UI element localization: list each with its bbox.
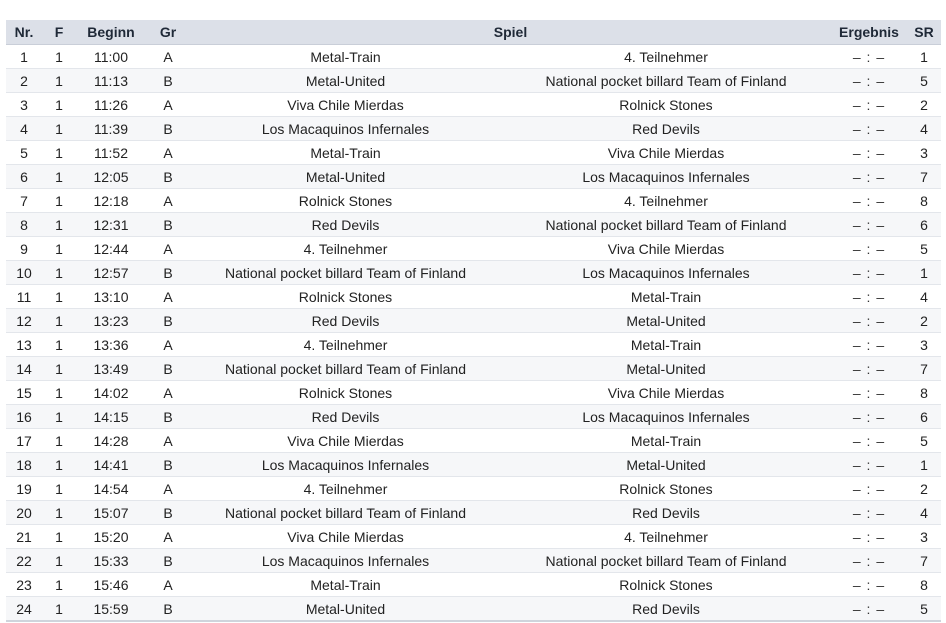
- cell-away-team: Rolnick Stones: [501, 573, 831, 597]
- cell-f: 1: [42, 261, 76, 285]
- cell-f: 1: [42, 93, 76, 117]
- cell-nr: 20: [6, 501, 42, 525]
- cell-nr: 17: [6, 429, 42, 453]
- cell-gr: B: [146, 453, 190, 477]
- cell-beginn: 14:15: [76, 405, 146, 429]
- cell-gr: B: [146, 501, 190, 525]
- cell-nr: 6: [6, 165, 42, 189]
- cell-gr: B: [146, 597, 190, 622]
- cell-nr: 23: [6, 573, 42, 597]
- cell-sr: 4: [907, 285, 941, 309]
- cell-ergebnis: – : –: [831, 453, 907, 477]
- cell-home-team: Red Devils: [190, 309, 501, 333]
- table-row: [6, 573, 941, 597]
- cell-home-team: 4. Teilnehmer: [190, 333, 501, 357]
- table-row: [6, 357, 941, 381]
- cell-away-team: Metal-Train: [501, 333, 831, 357]
- cell-f: 1: [42, 285, 76, 309]
- cell-home-team: Los Macaquinos Infernales: [190, 117, 501, 141]
- cell-home-team: Metal-Train: [190, 141, 501, 165]
- cell-ergebnis: – : –: [831, 549, 907, 573]
- header-spiel: Spiel: [190, 20, 831, 45]
- table-row: [6, 549, 941, 573]
- table-row: [6, 45, 941, 69]
- cell-sr: 3: [907, 525, 941, 549]
- cell-nr: 3: [6, 93, 42, 117]
- table-row: [6, 333, 941, 357]
- cell-nr: 8: [6, 213, 42, 237]
- cell-nr: 16: [6, 405, 42, 429]
- cell-ergebnis: – : –: [831, 477, 907, 501]
- table-row: [6, 165, 941, 189]
- cell-ergebnis: – : –: [831, 381, 907, 405]
- cell-nr: 18: [6, 453, 42, 477]
- cell-gr: A: [146, 429, 190, 453]
- cell-gr: A: [146, 285, 190, 309]
- cell-beginn: 15:20: [76, 525, 146, 549]
- cell-home-team: Red Devils: [190, 405, 501, 429]
- cell-home-team: Viva Chile Mierdas: [190, 525, 501, 549]
- cell-away-team: Los Macaquinos Infernales: [501, 165, 831, 189]
- cell-beginn: 14:54: [76, 477, 146, 501]
- cell-sr: 7: [907, 357, 941, 381]
- cell-home-team: National pocket billard Team of Finland: [190, 357, 501, 381]
- cell-f: 1: [42, 429, 76, 453]
- cell-ergebnis: – : –: [831, 309, 907, 333]
- cell-home-team: Metal-Train: [190, 45, 501, 69]
- table-row: [6, 477, 941, 501]
- cell-sr: 5: [907, 69, 941, 93]
- cell-gr: A: [146, 573, 190, 597]
- cell-ergebnis: – : –: [831, 597, 907, 622]
- header-ergebnis: Ergebnis: [831, 20, 907, 45]
- match-schedule-table: [6, 20, 941, 622]
- cell-away-team: Red Devils: [501, 597, 831, 622]
- cell-nr: 7: [6, 189, 42, 213]
- cell-away-team: Viva Chile Mierdas: [501, 237, 831, 261]
- cell-beginn: 12:18: [76, 189, 146, 213]
- table-row: [6, 69, 941, 93]
- cell-f: 1: [42, 405, 76, 429]
- cell-gr: A: [146, 93, 190, 117]
- table-row: [6, 237, 941, 261]
- cell-away-team: Rolnick Stones: [501, 477, 831, 501]
- cell-beginn: 15:59: [76, 597, 146, 622]
- cell-gr: B: [146, 261, 190, 285]
- table-row: [6, 309, 941, 333]
- table-row: [6, 213, 941, 237]
- cell-home-team: Rolnick Stones: [190, 381, 501, 405]
- cell-sr: 1: [907, 261, 941, 285]
- cell-sr: 6: [907, 405, 941, 429]
- cell-home-team: Metal-United: [190, 597, 501, 622]
- cell-ergebnis: – : –: [831, 285, 907, 309]
- cell-away-team: Red Devils: [501, 117, 831, 141]
- cell-nr: 12: [6, 309, 42, 333]
- cell-ergebnis: – : –: [831, 141, 907, 165]
- header-beginn: Beginn: [76, 20, 146, 45]
- cell-gr: B: [146, 213, 190, 237]
- cell-ergebnis: – : –: [831, 333, 907, 357]
- schedule-container: [6, 20, 941, 622]
- cell-beginn: 14:41: [76, 453, 146, 477]
- cell-sr: 2: [907, 93, 941, 117]
- cell-nr: 4: [6, 117, 42, 141]
- cell-away-team: National pocket billard Team of Finland: [501, 213, 831, 237]
- header-f: F: [42, 20, 76, 45]
- cell-away-team: Los Macaquinos Infernales: [501, 261, 831, 285]
- cell-away-team: 4. Teilnehmer: [501, 45, 831, 69]
- cell-beginn: 11:52: [76, 141, 146, 165]
- cell-f: 1: [42, 357, 76, 381]
- cell-sr: 8: [907, 573, 941, 597]
- table-header: [6, 20, 941, 45]
- cell-f: 1: [42, 453, 76, 477]
- cell-beginn: 11:00: [76, 45, 146, 69]
- cell-home-team: 4. Teilnehmer: [190, 477, 501, 501]
- cell-nr: 22: [6, 549, 42, 573]
- cell-ergebnis: – : –: [831, 573, 907, 597]
- cell-sr: 3: [907, 141, 941, 165]
- cell-sr: 2: [907, 477, 941, 501]
- cell-ergebnis: – : –: [831, 501, 907, 525]
- cell-beginn: 12:31: [76, 213, 146, 237]
- cell-gr: B: [146, 405, 190, 429]
- cell-home-team: Los Macaquinos Infernales: [190, 453, 501, 477]
- cell-f: 1: [42, 69, 76, 93]
- cell-beginn: 13:36: [76, 333, 146, 357]
- cell-f: 1: [42, 117, 76, 141]
- cell-sr: 5: [907, 429, 941, 453]
- cell-ergebnis: – : –: [831, 357, 907, 381]
- table-row: [6, 117, 941, 141]
- cell-gr: A: [146, 237, 190, 261]
- cell-f: 1: [42, 597, 76, 622]
- cell-away-team: Metal-United: [501, 357, 831, 381]
- cell-f: 1: [42, 549, 76, 573]
- cell-beginn: 12:57: [76, 261, 146, 285]
- cell-nr: 24: [6, 597, 42, 622]
- cell-f: 1: [42, 381, 76, 405]
- cell-ergebnis: – : –: [831, 213, 907, 237]
- cell-f: 1: [42, 237, 76, 261]
- cell-sr: 5: [907, 597, 941, 622]
- table-row: [6, 141, 941, 165]
- cell-nr: 10: [6, 261, 42, 285]
- cell-ergebnis: – : –: [831, 45, 907, 69]
- cell-home-team: National pocket billard Team of Finland: [190, 261, 501, 285]
- cell-ergebnis: – : –: [831, 429, 907, 453]
- cell-nr: 19: [6, 477, 42, 501]
- cell-gr: B: [146, 117, 190, 141]
- cell-sr: 5: [907, 237, 941, 261]
- cell-nr: 5: [6, 141, 42, 165]
- cell-gr: A: [146, 333, 190, 357]
- cell-gr: B: [146, 549, 190, 573]
- cell-away-team: 4. Teilnehmer: [501, 525, 831, 549]
- table-row: [6, 525, 941, 549]
- cell-away-team: Metal-Train: [501, 285, 831, 309]
- cell-away-team: National pocket billard Team of Finland: [501, 69, 831, 93]
- cell-away-team: 4. Teilnehmer: [501, 189, 831, 213]
- cell-nr: 9: [6, 237, 42, 261]
- cell-sr: 7: [907, 165, 941, 189]
- cell-f: 1: [42, 501, 76, 525]
- table-row: [6, 501, 941, 525]
- cell-beginn: 13:10: [76, 285, 146, 309]
- cell-ergebnis: – : –: [831, 117, 907, 141]
- cell-home-team: National pocket billard Team of Finland: [190, 501, 501, 525]
- cell-away-team: Viva Chile Mierdas: [501, 141, 831, 165]
- cell-beginn: 15:07: [76, 501, 146, 525]
- cell-beginn: 15:46: [76, 573, 146, 597]
- cell-ergebnis: – : –: [831, 189, 907, 213]
- cell-f: 1: [42, 573, 76, 597]
- cell-beginn: 13:49: [76, 357, 146, 381]
- cell-f: 1: [42, 477, 76, 501]
- cell-gr: A: [146, 45, 190, 69]
- cell-gr: A: [146, 477, 190, 501]
- cell-ergebnis: – : –: [831, 525, 907, 549]
- cell-ergebnis: – : –: [831, 69, 907, 93]
- cell-beginn: 14:02: [76, 381, 146, 405]
- cell-nr: 14: [6, 357, 42, 381]
- cell-f: 1: [42, 165, 76, 189]
- cell-beginn: 12:44: [76, 237, 146, 261]
- cell-gr: A: [146, 525, 190, 549]
- cell-sr: 1: [907, 453, 941, 477]
- cell-gr: A: [146, 141, 190, 165]
- cell-beginn: 13:23: [76, 309, 146, 333]
- table-row: [6, 405, 941, 429]
- cell-away-team: National pocket billard Team of Finland: [501, 549, 831, 573]
- cell-sr: 1: [907, 45, 941, 69]
- cell-home-team: Rolnick Stones: [190, 189, 501, 213]
- cell-f: 1: [42, 309, 76, 333]
- cell-beginn: 11:13: [76, 69, 146, 93]
- cell-home-team: Metal-Train: [190, 573, 501, 597]
- cell-nr: 13: [6, 333, 42, 357]
- cell-f: 1: [42, 45, 76, 69]
- cell-away-team: Los Macaquinos Infernales: [501, 405, 831, 429]
- cell-sr: 6: [907, 213, 941, 237]
- cell-nr: 2: [6, 69, 42, 93]
- cell-away-team: Metal-United: [501, 309, 831, 333]
- cell-gr: B: [146, 69, 190, 93]
- header-gr: Gr: [146, 20, 190, 45]
- header-sr: SR: [907, 20, 941, 45]
- cell-sr: 7: [907, 549, 941, 573]
- cell-f: 1: [42, 333, 76, 357]
- cell-home-team: Viva Chile Mierdas: [190, 93, 501, 117]
- cell-home-team: Rolnick Stones: [190, 285, 501, 309]
- cell-nr: 15: [6, 381, 42, 405]
- header-row: [6, 20, 941, 45]
- table-row: [6, 189, 941, 213]
- header-nr: Nr.: [6, 20, 42, 45]
- cell-nr: 1: [6, 45, 42, 69]
- cell-beginn: 11:39: [76, 117, 146, 141]
- cell-away-team: Viva Chile Mierdas: [501, 381, 831, 405]
- cell-ergebnis: – : –: [831, 237, 907, 261]
- cell-away-team: Metal-United: [501, 453, 831, 477]
- table-row: [6, 381, 941, 405]
- table-row: [6, 453, 941, 477]
- table-row: [6, 261, 941, 285]
- table-row: [6, 429, 941, 453]
- cell-beginn: 12:05: [76, 165, 146, 189]
- cell-gr: A: [146, 189, 190, 213]
- cell-gr: B: [146, 165, 190, 189]
- cell-f: 1: [42, 189, 76, 213]
- cell-beginn: 11:26: [76, 93, 146, 117]
- cell-home-team: Viva Chile Mierdas: [190, 429, 501, 453]
- cell-nr: 11: [6, 285, 42, 309]
- cell-gr: B: [146, 309, 190, 333]
- cell-sr: 4: [907, 501, 941, 525]
- cell-beginn: 15:33: [76, 549, 146, 573]
- cell-home-team: Metal-United: [190, 165, 501, 189]
- table-row: [6, 597, 941, 622]
- cell-ergebnis: – : –: [831, 405, 907, 429]
- table-body: [6, 45, 941, 622]
- cell-home-team: Los Macaquinos Infernales: [190, 549, 501, 573]
- cell-ergebnis: – : –: [831, 165, 907, 189]
- table-row: [6, 285, 941, 309]
- cell-home-team: Red Devils: [190, 213, 501, 237]
- cell-ergebnis: – : –: [831, 261, 907, 285]
- cell-beginn: 14:28: [76, 429, 146, 453]
- cell-sr: 8: [907, 189, 941, 213]
- cell-sr: 4: [907, 117, 941, 141]
- table-row: [6, 93, 941, 117]
- cell-ergebnis: – : –: [831, 93, 907, 117]
- cell-f: 1: [42, 213, 76, 237]
- cell-home-team: Metal-United: [190, 69, 501, 93]
- cell-f: 1: [42, 141, 76, 165]
- cell-sr: 2: [907, 309, 941, 333]
- cell-away-team: Metal-Train: [501, 429, 831, 453]
- cell-gr: B: [146, 357, 190, 381]
- cell-away-team: Rolnick Stones: [501, 93, 831, 117]
- cell-f: 1: [42, 525, 76, 549]
- cell-sr: 3: [907, 333, 941, 357]
- cell-nr: 21: [6, 525, 42, 549]
- cell-home-team: 4. Teilnehmer: [190, 237, 501, 261]
- cell-gr: A: [146, 381, 190, 405]
- cell-sr: 8: [907, 381, 941, 405]
- cell-away-team: Red Devils: [501, 501, 831, 525]
